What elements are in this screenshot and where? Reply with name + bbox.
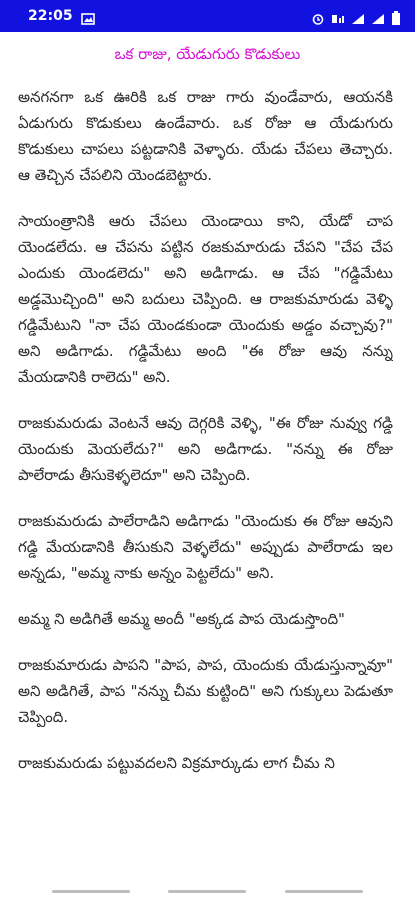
alarm-icon: [311, 10, 325, 22]
story-paragraph: రాజకుమరుడు వెంటనే ఆవు దెగ్గరికి వెళ్ళి, "ఈ రోజు నువ్వు గడ్డి యెందుకు మెయలేదు?" అని అడిగాడు. "నన్ను ఈ రోజు పాలేరాడు తీసుకెళ్ళలెదూ" అని చెప్పింది.: [18, 414, 393, 484]
status-left: [28, 8, 95, 24]
story-paragraph: రాజకుమరుడు పాలేరాడిని అడిగాడు "యెందుకు ఈ రోజు ఆవుని గడ్డి మేయడానికి తీసుకుని వెళ్ళలేదు" అప్పుడు పాలేరాడు ఇల అన్నడు, "అమ్మ నాకు అన్నం పెట్టలేదు" అని.: [18, 512, 393, 582]
status-time: 22:05: [28, 8, 73, 24]
story-content[interactable]: [18, 84, 393, 776]
story-paragraph: సాయంత్రానికి ఆరు చేపలు యెండాయి కాని, యేడో చాప యెండలేదు. ఆ చేపను పట్టిన రజకుమారుడు చేపని "చేప చేప ఎందుకు యెండలెదు" అని అడిగాడు. ఆ చేప "గడ్డిమేటు అడ్డమొచ్చింది" అని బదులు చెప్పింది. ఆ రాజకుమారుడు వెళ్ళి గడ్డిమేటుని "నా చేప యెండకుండా యెందుకు అడ్డం వచ్చావు?" అని అడిగాడు. గడ్డిమేటు అంది "ఈ రోజు ఆవు నన్ను మేయడానికి రాలెదు" అని.: [18, 212, 393, 386]
status-right: [311, 10, 405, 22]
story-paragraph: రాజకుమారుడు పాపని "పాప, పాప, యెందుకు యేడుస్తున్నావూ" అని అడిగితే, పాప "నన్ను చీమ కుట్టింది" అని గుక్కులు పెడుతూ చెప్పింది.: [18, 656, 393, 726]
story-paragraph: అనగనగా ఒక ఊరికి ఒక రాజు గారు వుండేవారు, ఆయనకి ఏడుగురు కొడుకులు ఉండేవారు. ఒక రోజు ఆ యేడుగురు కొడుకులు చాపలు పట్టడానికి వెళ్ళారు. యేడు చేపలు తెచ్చారు. ఆ తెచ్చిన చేపలిని యెండబెట్టారు.: [18, 88, 393, 184]
story-paragraph: అమ్మ ని అడిగితే అమ్మ అందీ "అక్కడ పాప యెడుస్తొంది": [18, 610, 345, 628]
image-icon: [81, 10, 95, 22]
nav-back-handle[interactable]: [52, 890, 130, 893]
battery-icon: [391, 10, 405, 22]
signal-icon: [371, 10, 385, 22]
navigation-bar: [0, 884, 415, 900]
status-bar: [0, 0, 415, 32]
story-paragraph: రాజకుమరుడు పట్టువదలని విక్రమార్కుడు లాగ చీమ ని: [18, 754, 335, 772]
story-title: ఒక రాజు, యేడుగురు కొడుకులు: [114, 45, 301, 63]
data-icon: [331, 10, 345, 22]
signal-icon: [351, 10, 365, 22]
nav-home-handle[interactable]: [168, 890, 246, 893]
nav-recents-handle[interactable]: [285, 890, 363, 893]
